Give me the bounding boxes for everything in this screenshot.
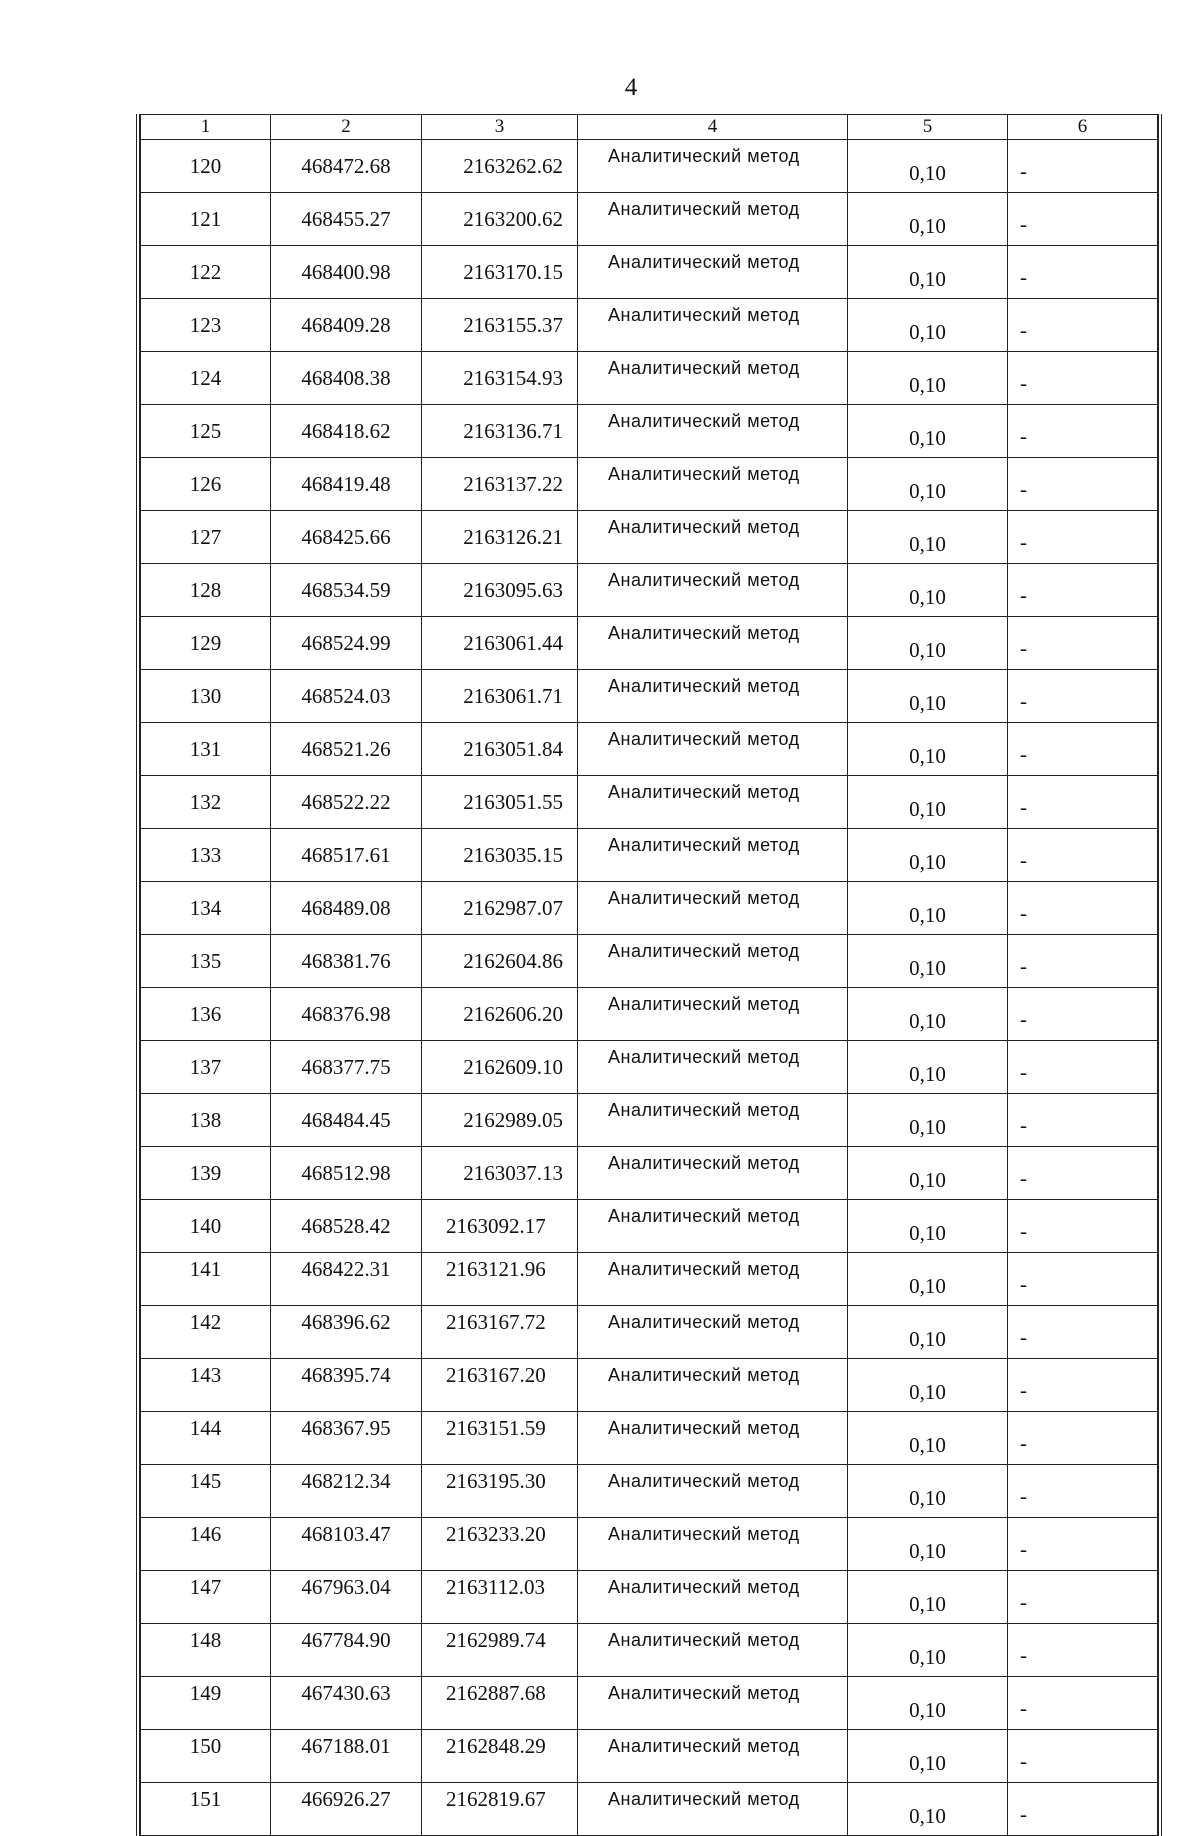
note-cell: - <box>1008 511 1158 564</box>
point-number-cell: 144 <box>141 1412 271 1465</box>
accuracy-cell: 0,10 <box>848 1359 1008 1412</box>
table-row <box>141 458 1158 511</box>
method-cell: Аналитический метод <box>578 829 848 882</box>
point-number-cell: 122 <box>141 246 271 299</box>
accuracy-cell: 0,10 <box>848 246 1008 299</box>
accuracy-cell: 0,10 <box>848 193 1008 246</box>
coord-x-cell: 467430.63 <box>271 1677 422 1730</box>
table-row <box>141 776 1158 829</box>
coord-y-cell: 2163037.13 <box>422 1147 578 1200</box>
accuracy-cell: 0,10 <box>848 1253 1008 1306</box>
coord-x-cell: 467784.90 <box>271 1624 422 1677</box>
coord-x-cell: 466926.27 <box>271 1783 422 1836</box>
table-row <box>141 299 1158 352</box>
coord-y-cell: 2162604.86 <box>422 935 578 988</box>
table-row <box>141 1041 1158 1094</box>
note-cell: - <box>1008 1253 1158 1306</box>
method-cell: Аналитический метод <box>578 1730 848 1783</box>
coord-x-cell: 467963.04 <box>271 1571 422 1624</box>
point-number-cell: 126 <box>141 458 271 511</box>
note-cell: - <box>1008 1306 1158 1359</box>
point-number-cell: 133 <box>141 829 271 882</box>
coord-y-cell: 2163195.30 <box>422 1465 578 1518</box>
method-cell: Аналитический метод <box>578 564 848 617</box>
accuracy-cell: 0,10 <box>848 511 1008 564</box>
note-cell: - <box>1008 776 1158 829</box>
coord-x-cell: 468472.68 <box>271 140 422 193</box>
accuracy-cell: 0,10 <box>848 882 1008 935</box>
table-body <box>141 140 1158 1836</box>
coordinates-table <box>140 114 1158 1836</box>
coord-x-cell: 468377.75 <box>271 1041 422 1094</box>
note-cell: - <box>1008 1041 1158 1094</box>
accuracy-cell: 0,10 <box>848 617 1008 670</box>
note-cell: - <box>1008 935 1158 988</box>
table-row <box>141 1783 1158 1836</box>
table-row <box>141 882 1158 935</box>
coord-y-cell: 2162887.68 <box>422 1677 578 1730</box>
note-cell: - <box>1008 1783 1158 1836</box>
note-cell: - <box>1008 829 1158 882</box>
table-row <box>141 1730 1158 1783</box>
point-number-cell: 130 <box>141 670 271 723</box>
accuracy-cell: 0,10 <box>848 1412 1008 1465</box>
point-number-cell: 127 <box>141 511 271 564</box>
method-cell: Аналитический метод <box>578 246 848 299</box>
method-cell: Аналитический метод <box>578 723 848 776</box>
method-cell: Аналитический метод <box>578 299 848 352</box>
point-number-cell: 120 <box>141 140 271 193</box>
note-cell: - <box>1008 1412 1158 1465</box>
accuracy-cell: 0,10 <box>848 1624 1008 1677</box>
table-row <box>141 988 1158 1041</box>
accuracy-cell: 0,10 <box>848 670 1008 723</box>
coord-x-cell: 468489.08 <box>271 882 422 935</box>
header-row <box>141 115 1158 140</box>
coord-x-cell: 468528.42 <box>271 1200 422 1253</box>
note-cell: - <box>1008 882 1158 935</box>
coord-x-cell: 468524.99 <box>271 617 422 670</box>
coord-y-cell: 2163233.20 <box>422 1518 578 1571</box>
method-cell: Аналитический метод <box>578 1624 848 1677</box>
coord-y-cell: 2162819.67 <box>422 1783 578 1836</box>
coord-x-cell: 468484.45 <box>271 1094 422 1147</box>
coord-y-cell: 2163170.15 <box>422 246 578 299</box>
coord-y-cell: 2163035.15 <box>422 829 578 882</box>
note-cell: - <box>1008 193 1158 246</box>
accuracy-cell: 0,10 <box>848 1677 1008 1730</box>
point-number-cell: 145 <box>141 1465 271 1518</box>
note-cell: - <box>1008 246 1158 299</box>
coord-y-cell: 2163095.63 <box>422 564 578 617</box>
coord-x-cell: 468103.47 <box>271 1518 422 1571</box>
table-row <box>141 1253 1158 1306</box>
method-cell: Аналитический метод <box>578 352 848 405</box>
coord-x-cell: 468409.28 <box>271 299 422 352</box>
note-cell: - <box>1008 140 1158 193</box>
table-row <box>141 1094 1158 1147</box>
method-cell: Аналитический метод <box>578 140 848 193</box>
point-number-cell: 136 <box>141 988 271 1041</box>
table-row <box>141 511 1158 564</box>
coord-x-cell: 468425.66 <box>271 511 422 564</box>
point-number-cell: 143 <box>141 1359 271 1412</box>
coord-y-cell: 2163136.71 <box>422 405 578 458</box>
method-cell: Аналитический метод <box>578 1359 848 1412</box>
note-cell: - <box>1008 299 1158 352</box>
method-cell: Аналитический метод <box>578 511 848 564</box>
coord-x-cell: 468367.95 <box>271 1412 422 1465</box>
accuracy-cell: 0,10 <box>848 299 1008 352</box>
note-cell: - <box>1008 1147 1158 1200</box>
note-cell: - <box>1008 1200 1158 1253</box>
point-number-cell: 149 <box>141 1677 271 1730</box>
coord-y-cell: 2163154.93 <box>422 352 578 405</box>
column-header: 4 <box>578 115 848 140</box>
note-cell: - <box>1008 723 1158 776</box>
table-row <box>141 352 1158 405</box>
point-number-cell: 128 <box>141 564 271 617</box>
table-row <box>141 935 1158 988</box>
point-number-cell: 137 <box>141 1041 271 1094</box>
note-cell: - <box>1008 1677 1158 1730</box>
table-row <box>141 1359 1158 1412</box>
page-number: 4 <box>624 74 638 101</box>
method-cell: Аналитический метод <box>578 1518 848 1571</box>
accuracy-cell: 0,10 <box>848 829 1008 882</box>
table-row <box>141 564 1158 617</box>
coord-x-cell: 468212.34 <box>271 1465 422 1518</box>
accuracy-cell: 0,10 <box>848 723 1008 776</box>
method-cell: Аналитический метод <box>578 1571 848 1624</box>
accuracy-cell: 0,10 <box>848 1783 1008 1836</box>
table-row <box>141 670 1158 723</box>
table-row <box>141 1518 1158 1571</box>
accuracy-cell: 0,10 <box>848 1041 1008 1094</box>
accuracy-cell: 0,10 <box>848 776 1008 829</box>
method-cell: Аналитический метод <box>578 670 848 723</box>
column-header: 3 <box>422 115 578 140</box>
method-cell: Аналитический метод <box>578 405 848 458</box>
accuracy-cell: 0,10 <box>848 405 1008 458</box>
coord-y-cell: 2163061.44 <box>422 617 578 670</box>
point-number-cell: 148 <box>141 1624 271 1677</box>
table-row <box>141 246 1158 299</box>
table-row <box>141 1412 1158 1465</box>
accuracy-cell: 0,10 <box>848 1571 1008 1624</box>
note-cell: - <box>1008 458 1158 511</box>
coord-x-cell: 468395.74 <box>271 1359 422 1412</box>
method-cell: Аналитический метод <box>578 935 848 988</box>
point-number-cell: 131 <box>141 723 271 776</box>
table-row <box>141 1677 1158 1730</box>
note-cell: - <box>1008 1359 1158 1412</box>
coord-x-cell: 468381.76 <box>271 935 422 988</box>
column-header: 1 <box>141 115 271 140</box>
column-header: 6 <box>1008 115 1158 140</box>
method-cell: Аналитический метод <box>578 1094 848 1147</box>
note-cell: - <box>1008 1518 1158 1571</box>
method-cell: Аналитический метод <box>578 1465 848 1518</box>
method-cell: Аналитический метод <box>578 1253 848 1306</box>
coord-y-cell: 2163112.03 <box>422 1571 578 1624</box>
coord-y-cell: 2163061.71 <box>422 670 578 723</box>
note-cell: - <box>1008 670 1158 723</box>
coord-y-cell: 2163051.84 <box>422 723 578 776</box>
accuracy-cell: 0,10 <box>848 458 1008 511</box>
note-cell: - <box>1008 352 1158 405</box>
note-cell: - <box>1008 405 1158 458</box>
coord-x-cell: 467188.01 <box>271 1730 422 1783</box>
accuracy-cell: 0,10 <box>848 1094 1008 1147</box>
accuracy-cell: 0,10 <box>848 140 1008 193</box>
coord-y-cell: 2162848.29 <box>422 1730 578 1783</box>
method-cell: Аналитический метод <box>578 988 848 1041</box>
table-row <box>141 405 1158 458</box>
point-number-cell: 121 <box>141 193 271 246</box>
accuracy-cell: 0,10 <box>848 988 1008 1041</box>
point-number-cell: 147 <box>141 1571 271 1624</box>
note-cell: - <box>1008 988 1158 1041</box>
method-cell: Аналитический метод <box>578 1783 848 1836</box>
point-number-cell: 139 <box>141 1147 271 1200</box>
note-cell: - <box>1008 1465 1158 1518</box>
accuracy-cell: 0,10 <box>848 1730 1008 1783</box>
coord-y-cell: 2163126.21 <box>422 511 578 564</box>
note-cell: - <box>1008 1094 1158 1147</box>
point-number-cell: 151 <box>141 1783 271 1836</box>
coord-y-cell: 2162606.20 <box>422 988 578 1041</box>
point-number-cell: 134 <box>141 882 271 935</box>
note-cell: - <box>1008 1730 1158 1783</box>
coordinates-table-frame <box>136 114 1162 1836</box>
coord-y-cell: 2162989.05 <box>422 1094 578 1147</box>
coord-x-cell: 468521.26 <box>271 723 422 776</box>
coord-y-cell: 2163167.72 <box>422 1306 578 1359</box>
table-row <box>141 1306 1158 1359</box>
coord-x-cell: 468522.22 <box>271 776 422 829</box>
accuracy-cell: 0,10 <box>848 564 1008 617</box>
coord-y-cell: 2163151.59 <box>422 1412 578 1465</box>
coord-x-cell: 468419.48 <box>271 458 422 511</box>
accuracy-cell: 0,10 <box>848 1200 1008 1253</box>
coord-y-cell: 2163155.37 <box>422 299 578 352</box>
point-number-cell: 141 <box>141 1253 271 1306</box>
accuracy-cell: 0,10 <box>848 1518 1008 1571</box>
method-cell: Аналитический метод <box>578 1041 848 1094</box>
coord-x-cell: 468418.62 <box>271 405 422 458</box>
accuracy-cell: 0,10 <box>848 1147 1008 1200</box>
coord-x-cell: 468524.03 <box>271 670 422 723</box>
accuracy-cell: 0,10 <box>848 1465 1008 1518</box>
coord-y-cell: 2163051.55 <box>422 776 578 829</box>
note-cell: - <box>1008 1624 1158 1677</box>
coord-x-cell: 468396.62 <box>271 1306 422 1359</box>
method-cell: Аналитический метод <box>578 882 848 935</box>
method-cell: Аналитический метод <box>578 1306 848 1359</box>
coord-x-cell: 468455.27 <box>271 193 422 246</box>
column-header: 2 <box>271 115 422 140</box>
point-number-cell: 138 <box>141 1094 271 1147</box>
point-number-cell: 124 <box>141 352 271 405</box>
column-header: 5 <box>848 115 1008 140</box>
table-row <box>141 1465 1158 1518</box>
coord-x-cell: 468400.98 <box>271 246 422 299</box>
coord-y-cell: 2163200.62 <box>422 193 578 246</box>
coord-y-cell: 2163137.22 <box>422 458 578 511</box>
coord-x-cell: 468422.31 <box>271 1253 422 1306</box>
note-cell: - <box>1008 1571 1158 1624</box>
table-row <box>141 1200 1158 1253</box>
method-cell: Аналитический метод <box>578 1677 848 1730</box>
point-number-cell: 146 <box>141 1518 271 1571</box>
point-number-cell: 142 <box>141 1306 271 1359</box>
table-row <box>141 1571 1158 1624</box>
coord-y-cell: 2163121.96 <box>422 1253 578 1306</box>
coord-x-cell: 468408.38 <box>271 352 422 405</box>
method-cell: Аналитический метод <box>578 193 848 246</box>
table-row <box>141 1624 1158 1677</box>
table-row <box>141 829 1158 882</box>
point-number-cell: 125 <box>141 405 271 458</box>
method-cell: Аналитический метод <box>578 1147 848 1200</box>
table-row <box>141 193 1158 246</box>
coord-y-cell: 2162609.10 <box>422 1041 578 1094</box>
method-cell: Аналитический метод <box>578 617 848 670</box>
point-number-cell: 123 <box>141 299 271 352</box>
method-cell: Аналитический метод <box>578 1412 848 1465</box>
coord-y-cell: 2162989.74 <box>422 1624 578 1677</box>
coord-y-cell: 2163092.17 <box>422 1200 578 1253</box>
accuracy-cell: 0,10 <box>848 352 1008 405</box>
coord-y-cell: 2163262.62 <box>422 140 578 193</box>
table-row <box>141 1147 1158 1200</box>
point-number-cell: 129 <box>141 617 271 670</box>
coord-x-cell: 468517.61 <box>271 829 422 882</box>
table-row <box>141 140 1158 193</box>
coord-x-cell: 468534.59 <box>271 564 422 617</box>
coord-y-cell: 2163167.20 <box>422 1359 578 1412</box>
coord-x-cell: 468512.98 <box>271 1147 422 1200</box>
table-row <box>141 723 1158 776</box>
note-cell: - <box>1008 564 1158 617</box>
table-row <box>141 617 1158 670</box>
point-number-cell: 132 <box>141 776 271 829</box>
coord-y-cell: 2162987.07 <box>422 882 578 935</box>
point-number-cell: 135 <box>141 935 271 988</box>
method-cell: Аналитический метод <box>578 1200 848 1253</box>
coord-x-cell: 468376.98 <box>271 988 422 1041</box>
note-cell: - <box>1008 617 1158 670</box>
accuracy-cell: 0,10 <box>848 935 1008 988</box>
point-number-cell: 150 <box>141 1730 271 1783</box>
method-cell: Аналитический метод <box>578 458 848 511</box>
method-cell: Аналитический метод <box>578 776 848 829</box>
point-number-cell: 140 <box>141 1200 271 1253</box>
accuracy-cell: 0,10 <box>848 1306 1008 1359</box>
